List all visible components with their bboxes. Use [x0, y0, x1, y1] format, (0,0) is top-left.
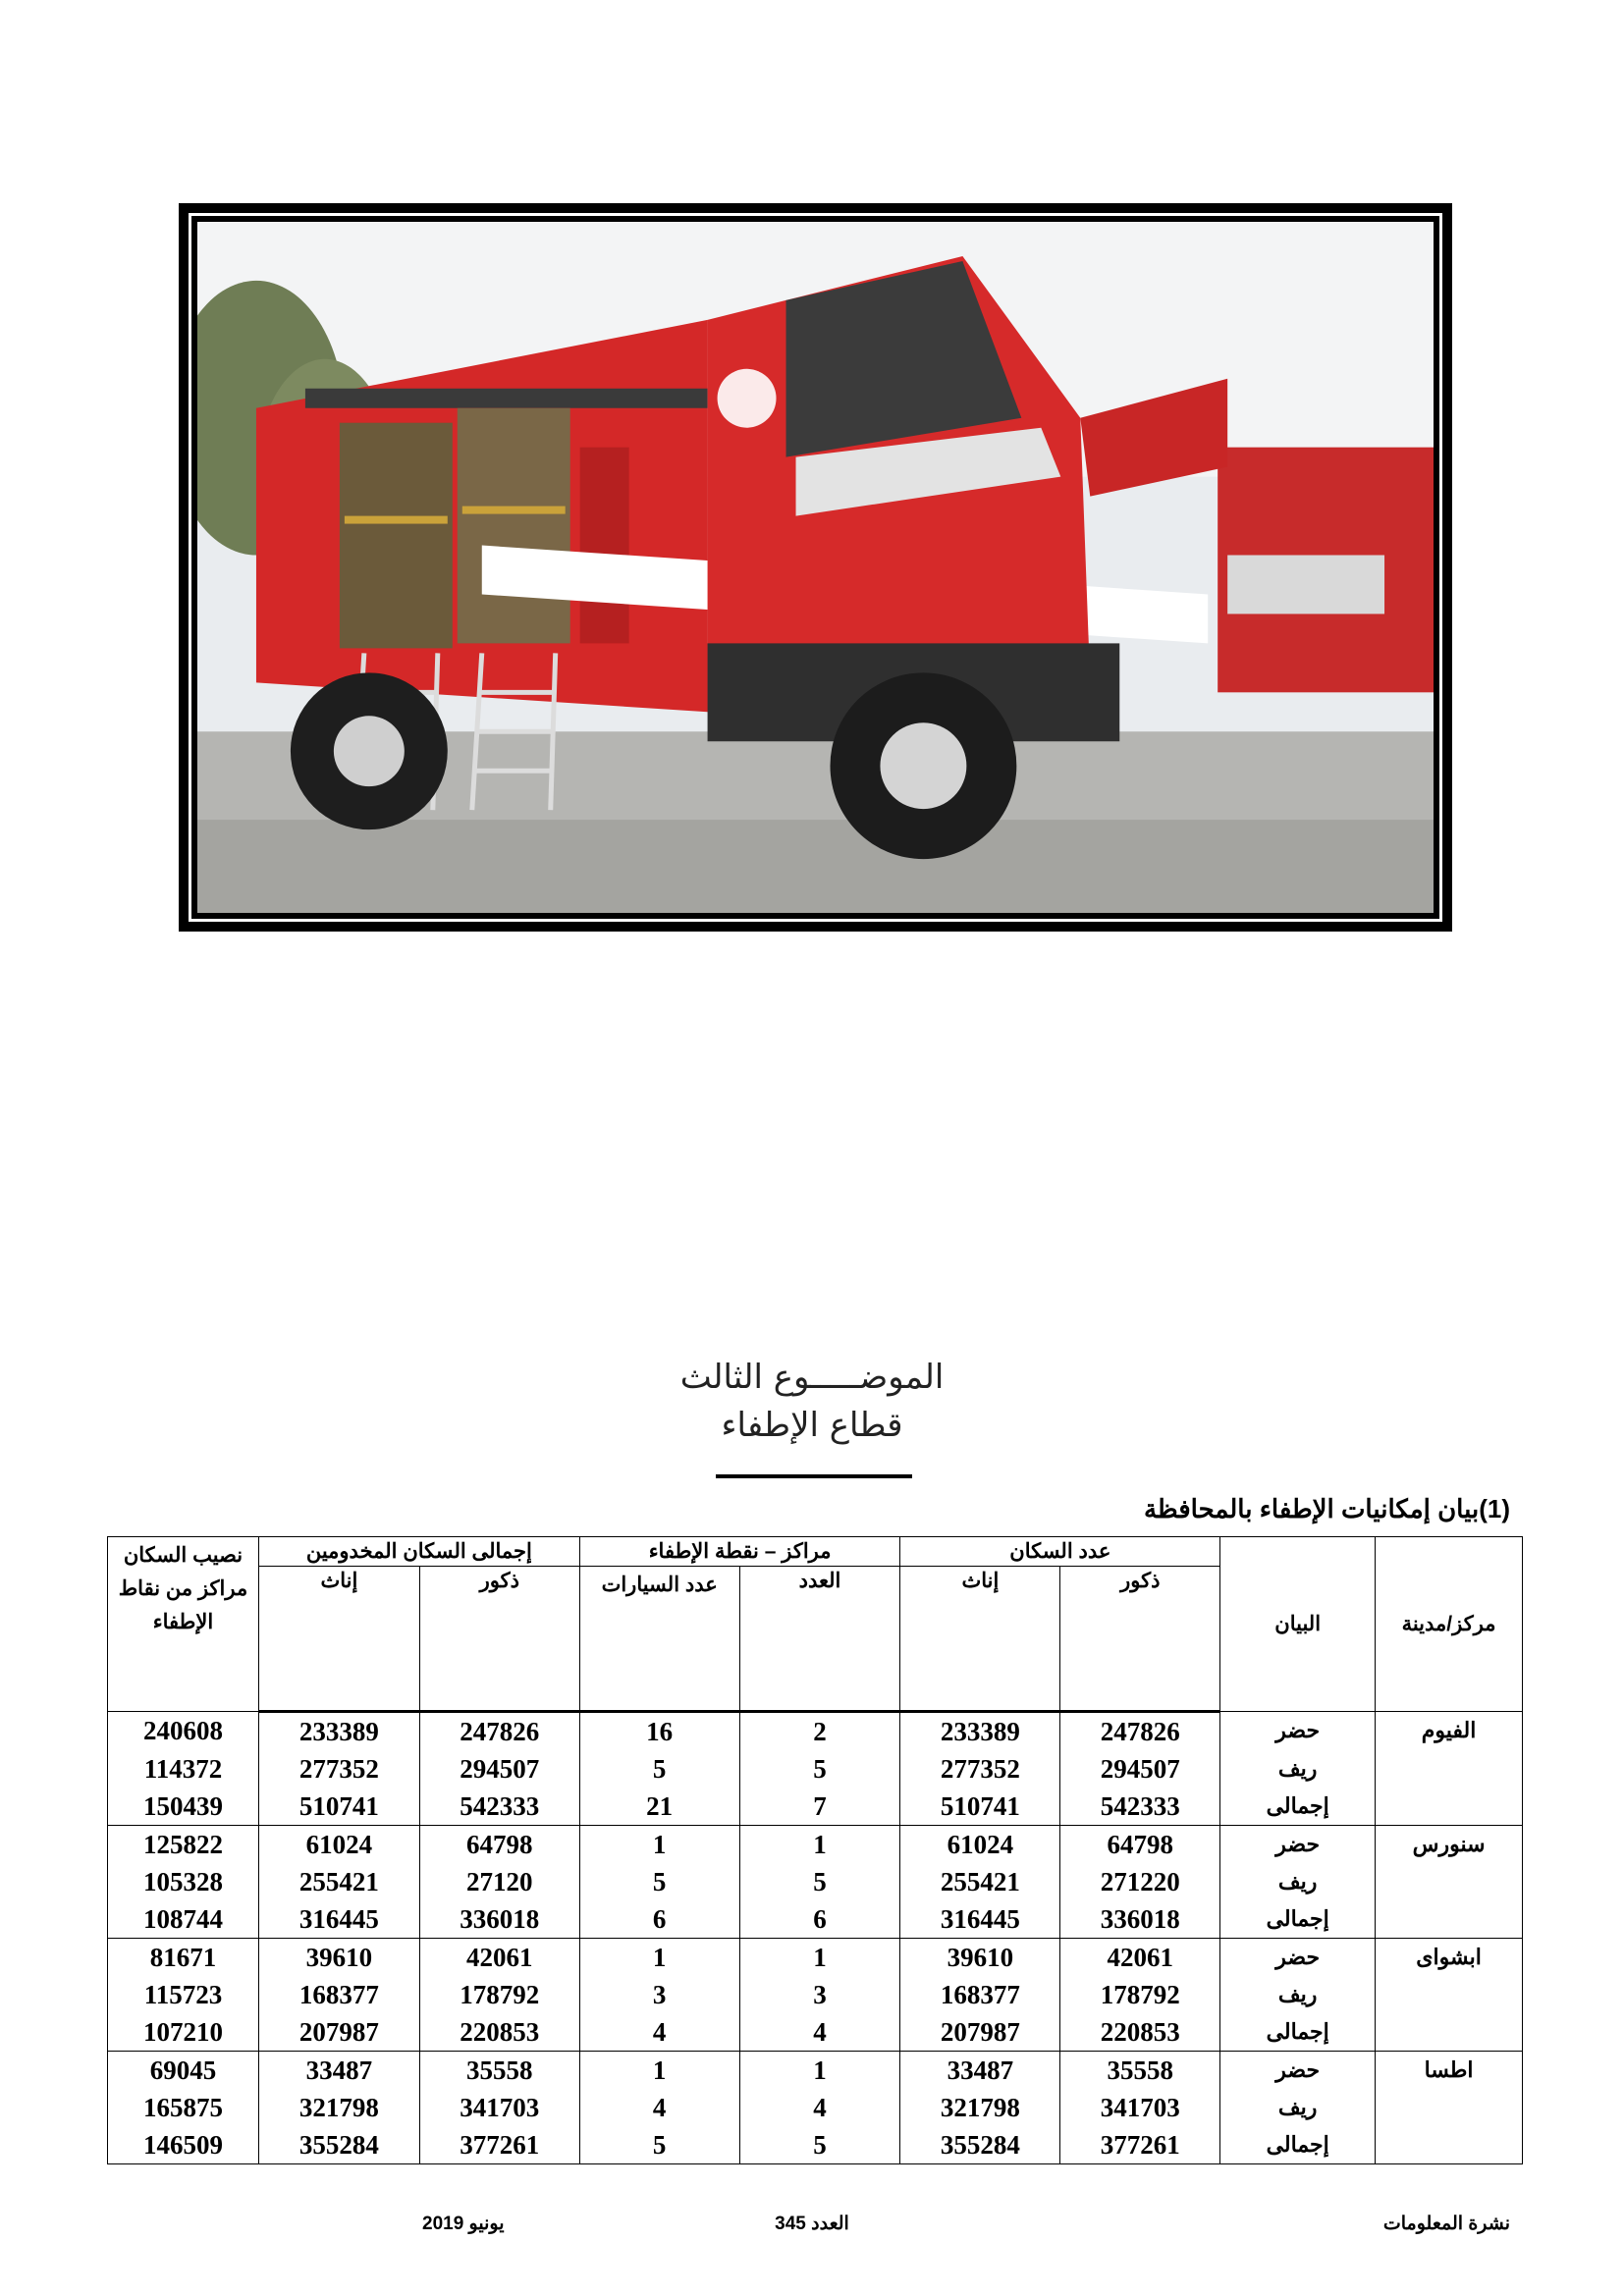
center-name-cell: سنورس — [1376, 1826, 1523, 1939]
footer-issue: العدد 345 — [775, 2214, 849, 2234]
value-cell-females: 33487 — [900, 2052, 1060, 2090]
value-cell-males: 336018 — [1060, 1900, 1220, 1939]
value-cell-females: 39610 — [900, 1939, 1060, 1977]
value-cell-females: 355284 — [900, 2126, 1060, 2164]
value-cell-vehicles: 21 — [579, 1788, 739, 1826]
center-name-cell: الفيوم — [1376, 1712, 1523, 1826]
photo-frame — [179, 203, 1452, 932]
row-label-cell: إجمالى — [1220, 2126, 1376, 2164]
value-cell-served-females: 233389 — [258, 1712, 419, 1751]
value-cell-males: 247826 — [1060, 1712, 1220, 1751]
value-cell-served-females: 207987 — [258, 2013, 419, 2052]
value-cell-served-females: 277352 — [258, 1750, 419, 1788]
row-label-cell: إجمالى — [1220, 1788, 1376, 1826]
value-cell-served-males: 64798 — [419, 1826, 579, 1864]
row-label-cell: ريف — [1220, 1976, 1376, 2013]
value-cell-number: 4 — [739, 2089, 900, 2126]
value-cell-vehicles: 5 — [579, 1863, 739, 1900]
value-cell-females: 316445 — [900, 1900, 1060, 1939]
footer-date: يونيو 2019 — [422, 2214, 505, 2234]
value-cell-share: 115723 — [108, 1976, 259, 2013]
value-cell-vehicles: 6 — [579, 1900, 739, 1939]
value-cell-served-females: 61024 — [258, 1826, 419, 1864]
value-cell-served-males: 27120 — [419, 1863, 579, 1900]
header-share: نصيب السكان مراكز من نقاط الإطفاء — [108, 1537, 259, 1712]
table-row — [108, 2089, 1523, 2126]
value-cell-served-females: 39610 — [258, 1939, 419, 1977]
table-row — [108, 1788, 1523, 1826]
header-number: العدد — [739, 1567, 900, 1712]
value-cell-number: 5 — [739, 1863, 900, 1900]
value-cell-served-females: 255421 — [258, 1863, 419, 1900]
value-cell-males: 178792 — [1060, 1976, 1220, 2013]
table-row — [108, 1939, 1523, 1977]
row-label-cell: حضر — [1220, 1939, 1376, 1977]
row-label-cell: إجمالى — [1220, 2013, 1376, 2052]
row-label-cell: إجمالى — [1220, 1900, 1376, 1939]
value-cell-males: 220853 — [1060, 2013, 1220, 2052]
value-cell-males: 294507 — [1060, 1750, 1220, 1788]
value-cell-vehicles: 4 — [579, 2089, 739, 2126]
table-row — [108, 2126, 1523, 2164]
header-statement: البيان — [1220, 1537, 1376, 1712]
value-cell-served-males: 220853 — [419, 2013, 579, 2052]
value-cell-males: 542333 — [1060, 1788, 1220, 1826]
value-cell-number: 6 — [739, 1900, 900, 1939]
value-cell-vehicles: 1 — [579, 2052, 739, 2090]
header-females: إناث — [900, 1567, 1060, 1712]
value-cell-vehicles: 16 — [579, 1712, 739, 1751]
value-cell-share: 165875 — [108, 2089, 259, 2126]
value-cell-served-males: 336018 — [419, 1900, 579, 1939]
center-name-cell: اطسا — [1376, 2052, 1523, 2164]
value-cell-share: 81671 — [108, 1939, 259, 1977]
title-underline — [716, 1474, 912, 1478]
value-cell-vehicles: 5 — [579, 1750, 739, 1788]
row-label-cell: ريف — [1220, 1863, 1376, 1900]
fire-capabilities-table — [107, 1536, 1523, 2164]
footer-publication: نشرة المعلومات — [1382, 2214, 1510, 2234]
value-cell-females: 321798 — [900, 2089, 1060, 2126]
value-cell-females: 255421 — [900, 1863, 1060, 1900]
value-cell-number: 1 — [739, 1939, 900, 1977]
header-served-females: إناث — [258, 1567, 419, 1712]
value-cell-number: 2 — [739, 1712, 900, 1751]
value-cell-number: 1 — [739, 2052, 900, 2090]
header-center-city: مركز/مدينة — [1376, 1537, 1523, 1712]
table-row — [108, 2052, 1523, 2090]
value-cell-served-females: 510741 — [258, 1788, 419, 1826]
value-cell-males: 341703 — [1060, 2089, 1220, 2126]
header-population-count: عدد السكان — [900, 1537, 1220, 1567]
table-title: (1)بيان إمكانيات الإطفاء بالمحافظة — [1143, 1494, 1510, 1523]
photo-border — [189, 213, 1442, 922]
value-cell-share: 146509 — [108, 2126, 259, 2164]
value-cell-males: 35558 — [1060, 2052, 1220, 2090]
value-cell-vehicles: 4 — [579, 2013, 739, 2052]
value-cell-males: 271220 — [1060, 1863, 1220, 1900]
header-centers-points: مراكز – نقطة الإطفاء — [579, 1537, 900, 1567]
value-cell-share: 105328 — [108, 1863, 259, 1900]
value-cell-served-males: 341703 — [419, 2089, 579, 2126]
row-label-cell: حضر — [1220, 1712, 1376, 1751]
value-cell-vehicles: 1 — [579, 1826, 739, 1864]
value-cell-served-males: 542333 — [419, 1788, 579, 1826]
value-cell-served-females: 316445 — [258, 1900, 419, 1939]
table-row — [108, 1826, 1523, 1864]
value-cell-served-females: 355284 — [258, 2126, 419, 2164]
value-cell-share: 240608 — [108, 1712, 259, 1751]
sector-title: قطاع الإطفاء — [721, 1406, 903, 1445]
value-cell-number: 1 — [739, 1826, 900, 1864]
value-cell-males: 42061 — [1060, 1939, 1220, 1977]
value-cell-females: 61024 — [900, 1826, 1060, 1864]
value-cell-vehicles: 5 — [579, 2126, 739, 2164]
row-label-cell: ريف — [1220, 2089, 1376, 2126]
value-cell-females: 168377 — [900, 1976, 1060, 2013]
header-males: ذكور — [1060, 1567, 1220, 1712]
value-cell-males: 377261 — [1060, 2126, 1220, 2164]
table-body — [108, 1712, 1523, 2164]
table-row — [108, 1712, 1523, 1751]
header-served-total: إجمالى السكان المخدومين — [258, 1537, 579, 1567]
value-cell-number: 7 — [739, 1788, 900, 1826]
value-cell-served-males: 247826 — [419, 1712, 579, 1751]
row-label-cell: حضر — [1220, 1826, 1376, 1864]
table-row — [108, 1863, 1523, 1900]
header-served-males: ذكور — [419, 1567, 579, 1712]
value-cell-number: 3 — [739, 1976, 900, 2013]
center-name-cell: ابشواى — [1376, 1939, 1523, 2052]
table-row — [108, 1900, 1523, 1939]
topic-title: الموضـــــوع الثالث — [679, 1358, 945, 1397]
value-cell-share: 150439 — [108, 1788, 259, 1826]
value-cell-served-males: 377261 — [419, 2126, 579, 2164]
value-cell-females: 510741 — [900, 1788, 1060, 1826]
value-cell-share: 114372 — [108, 1750, 259, 1788]
value-cell-number: 5 — [739, 1750, 900, 1788]
value-cell-served-males: 178792 — [419, 1976, 579, 2013]
value-cell-served-males: 35558 — [419, 2052, 579, 2090]
value-cell-served-males: 294507 — [419, 1750, 579, 1788]
value-cell-females: 277352 — [900, 1750, 1060, 1788]
table-row — [108, 2013, 1523, 2052]
value-cell-females: 207987 — [900, 2013, 1060, 2052]
value-cell-share: 125822 — [108, 1826, 259, 1864]
row-label-cell: حضر — [1220, 2052, 1376, 2090]
value-cell-males: 64798 — [1060, 1826, 1220, 1864]
value-cell-females: 233389 — [900, 1712, 1060, 1751]
value-cell-served-females: 168377 — [258, 1976, 419, 2013]
value-cell-number: 5 — [739, 2126, 900, 2164]
value-cell-share: 69045 — [108, 2052, 259, 2090]
fire-truck-photo — [197, 222, 1434, 913]
value-cell-share: 107210 — [108, 2013, 259, 2052]
table-row — [108, 1976, 1523, 2013]
header-vehicles: عدد السيارات — [579, 1567, 739, 1712]
value-cell-number: 4 — [739, 2013, 900, 2052]
value-cell-served-females: 33487 — [258, 2052, 419, 2090]
value-cell-vehicles: 1 — [579, 1939, 739, 1977]
row-label-cell: ريف — [1220, 1750, 1376, 1788]
value-cell-share: 108744 — [108, 1900, 259, 1939]
value-cell-vehicles: 3 — [579, 1976, 739, 2013]
table-row — [108, 1750, 1523, 1788]
value-cell-served-males: 42061 — [419, 1939, 579, 1977]
value-cell-served-females: 321798 — [258, 2089, 419, 2126]
